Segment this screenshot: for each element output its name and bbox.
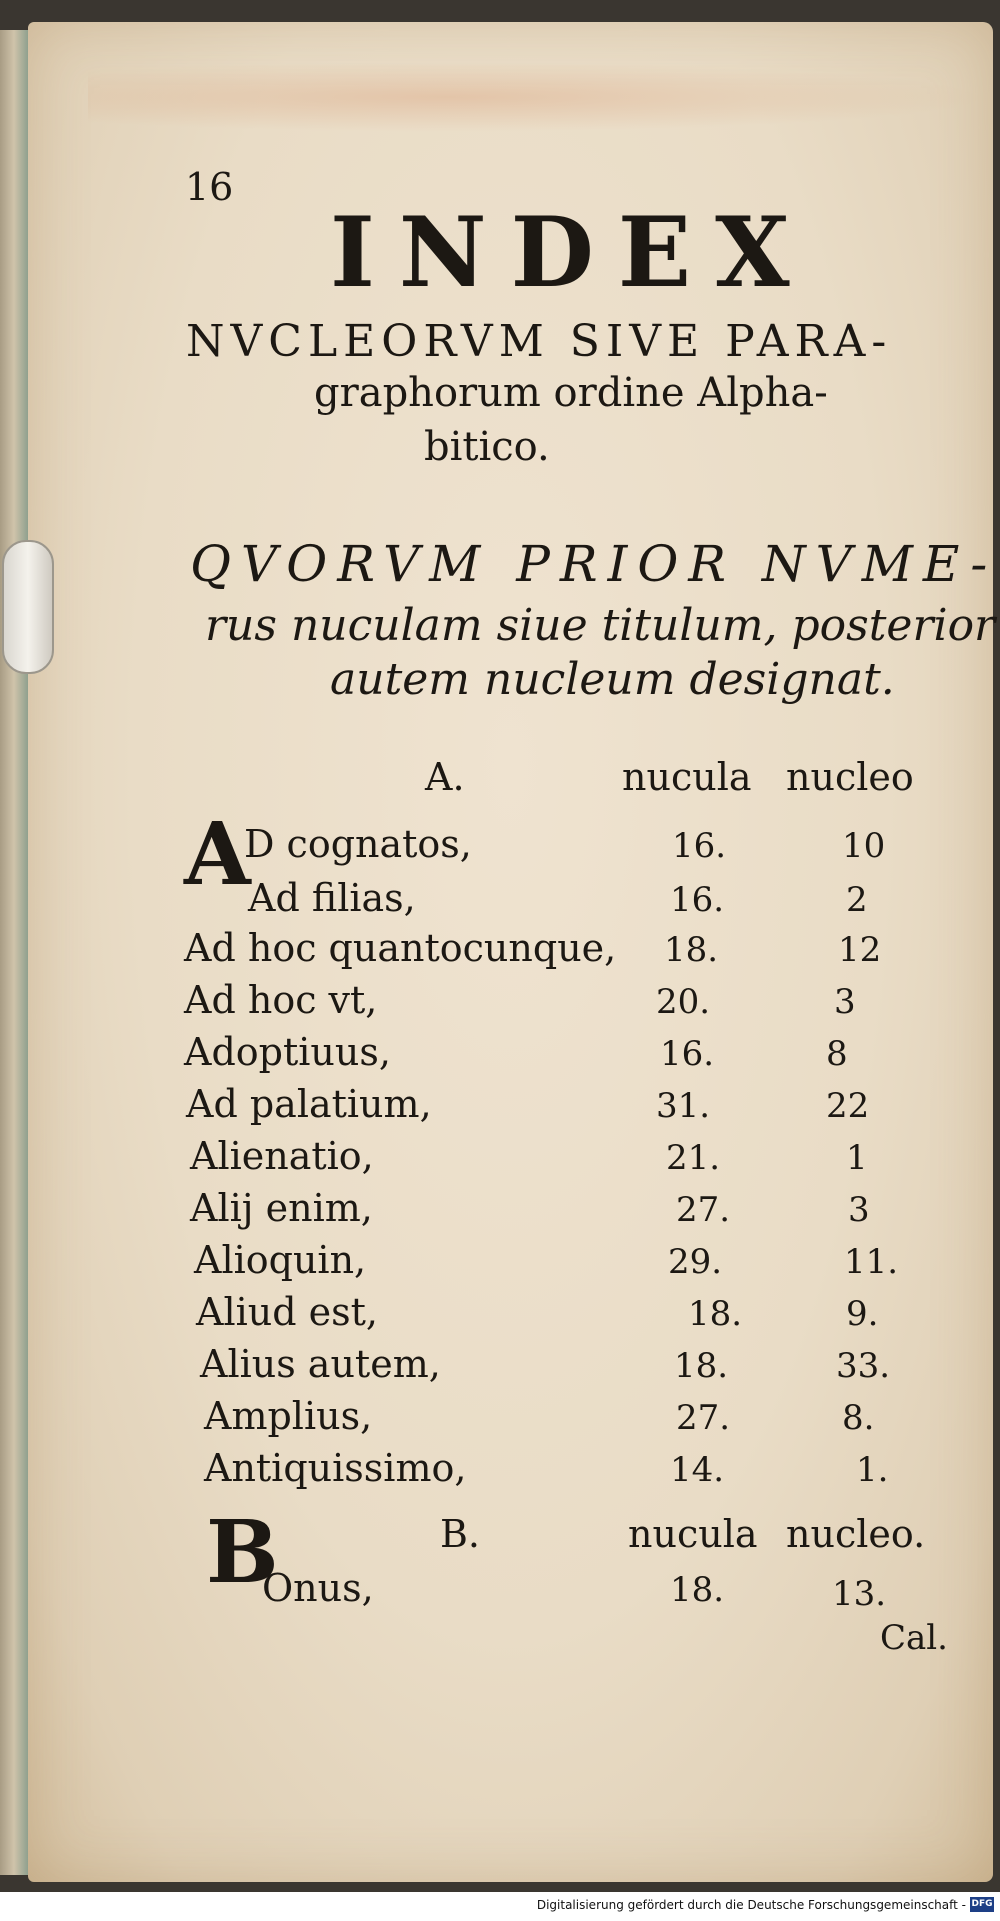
index-entry-nucula: 27.	[676, 1190, 731, 1230]
section-letter-a: A.	[425, 755, 465, 799]
index-entry-nucula: 31.	[656, 1086, 711, 1126]
digitization-credit: Digitalisierung gefördert durch die Deutsche Forschungsgemeinschaft -	[536, 1898, 966, 1912]
index-entry-term: Alienatio,	[190, 1134, 374, 1178]
index-entry-nucula: 18.	[664, 930, 719, 970]
book-clip	[2, 540, 54, 674]
index-entry-nucleo: 3	[834, 982, 856, 1022]
index-entry-nucula: 16.	[670, 880, 725, 920]
drop-cap-a: A	[184, 804, 251, 905]
index-entry-nucleo: 9.	[846, 1294, 879, 1334]
index-entry-nucula: 18.	[688, 1294, 743, 1334]
page-title: INDEX	[330, 196, 814, 309]
index-entry-nucleo: 33.	[836, 1346, 891, 1386]
index-entry-term: Ad palatium,	[186, 1082, 432, 1126]
index-entry-term: Alioquin,	[194, 1238, 367, 1282]
column-header-nucleo: nucleo	[786, 755, 914, 799]
index-entry-term: Adoptiuus,	[184, 1030, 391, 1074]
index-entry-nucleo: 8.	[842, 1398, 875, 1438]
index-entry-nucula: 20.	[656, 982, 711, 1022]
note-line-1: QVORVM PRIOR NVME-	[190, 535, 998, 593]
index-entry-nucula: 18.	[670, 1570, 725, 1610]
index-entry-nucleo: 12	[838, 930, 882, 970]
index-entry-nucleo: 22	[826, 1086, 870, 1126]
index-entry-nucleo: 3	[848, 1190, 870, 1230]
index-entry-nucleo: 13.	[832, 1574, 887, 1614]
water-stain	[88, 62, 988, 132]
index-entry-nucula: 21.	[666, 1138, 721, 1178]
note-line-3: autem nucleum designat.	[330, 654, 895, 705]
index-entry-term: Onus,	[262, 1566, 374, 1610]
index-entry-nucula: 29.	[668, 1242, 723, 1282]
index-entry-term: Alius autem,	[200, 1342, 441, 1386]
index-entry-term: Ad hoc vt,	[184, 978, 378, 1022]
index-entry-term: Ad filias,	[248, 876, 416, 920]
subtitle-line-1: NVCLEORVM SIVE PARA-	[186, 316, 893, 367]
page-number: 16	[185, 165, 234, 209]
index-entry-nucleo: 8	[826, 1034, 848, 1074]
index-entry-term: Ad hoc quantocunque,	[184, 926, 617, 970]
index-entry-nucleo: 10	[842, 826, 886, 866]
index-entry-term: Antiquissimo,	[204, 1446, 467, 1490]
index-entry-nucula: 16.	[672, 826, 727, 866]
section-letter-b: B.	[440, 1512, 481, 1556]
index-entry-nucleo: 11.	[844, 1242, 899, 1282]
catchword: Cal.	[880, 1618, 948, 1658]
index-entry-nucula: 27.	[676, 1398, 731, 1438]
index-entry-term: D cognatos,	[244, 822, 472, 866]
index-entry-nucula: 16.	[660, 1034, 715, 1074]
column-header-nucleo: nucleo.	[786, 1512, 926, 1556]
drop-cap-b: B	[206, 1502, 279, 1603]
index-entry-term: Aliud est,	[196, 1290, 378, 1334]
index-entry-nucleo: 1	[846, 1138, 868, 1178]
subtitle-line-3: bitico.	[424, 424, 550, 470]
index-entry-term: Alij enim,	[190, 1186, 373, 1230]
note-line-2: rus nuculam siue titulum, posterior	[205, 600, 996, 651]
column-header-nucula: nucula	[622, 755, 752, 799]
dfg-logo: DFG	[970, 1897, 994, 1912]
subtitle-line-2: graphorum ordine Alpha-	[314, 370, 828, 416]
index-entry-nucleo: 2	[846, 880, 868, 920]
index-entry-nucleo: 1.	[856, 1450, 889, 1490]
index-entry-term: Amplius,	[204, 1394, 373, 1438]
column-header-nucula: nucula	[628, 1512, 758, 1556]
index-entry-nucula: 14.	[670, 1450, 725, 1490]
index-entry-nucula: 18.	[674, 1346, 729, 1386]
